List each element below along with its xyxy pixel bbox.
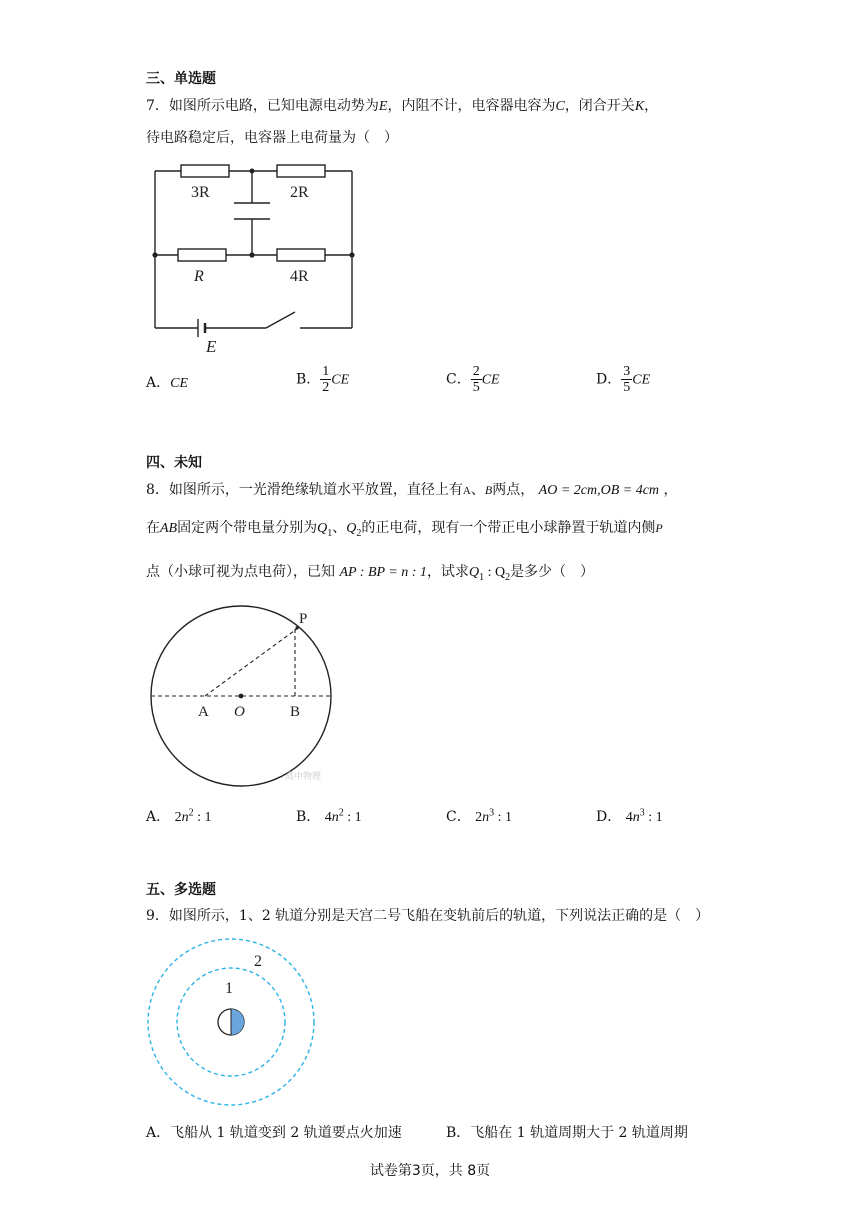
option-label: A． [146, 375, 171, 391]
resistor-4r [277, 249, 325, 261]
label-r: R [194, 268, 204, 285]
section-title-single-choice: 三、单选题 [146, 71, 216, 87]
option-coef: 2 [475, 810, 483, 825]
q7-text: ，内阻不计，电容器电容为 [387, 98, 556, 114]
q8-point-a: A [462, 485, 471, 497]
q8-q2: : Q [484, 565, 506, 580]
q8-equation: AO = 2cm,OB = 4cm [538, 483, 660, 498]
q7-text: ，闭合开关 [564, 98, 635, 114]
question-9-stem: 9．如图所示，1、2 轨道分别是天宫二号飞船在变轨前后的轨道，下列说法正确的是（ ） [146, 908, 710, 924]
option-exp: 3 [639, 807, 645, 819]
label-orbit-2: 2 [254, 953, 262, 970]
label-orbit-1: 1 [225, 980, 233, 997]
q8-text: 是多少（ ） [510, 564, 595, 580]
option-tail: : 1 [343, 810, 362, 825]
option-exp: 3 [489, 807, 495, 819]
q7-option-a[interactable] [146, 372, 188, 392]
fraction-denominator: 5 [623, 380, 631, 395]
q7-text: ， [644, 98, 659, 114]
option-coef: 4 [625, 810, 633, 825]
q8-q1-sub: 1 [479, 571, 485, 583]
option-label: D． [596, 809, 622, 825]
q8-q2: Q [346, 521, 357, 536]
q7-circuit-diagram [148, 158, 368, 358]
fraction [320, 364, 331, 395]
option-value: CE [481, 372, 500, 388]
page-footer: 试卷第3页，共 8页 [369, 1163, 491, 1179]
label-2r: 2R [290, 184, 309, 201]
q8-circle-diagram [140, 605, 350, 790]
option-value: CE [632, 372, 651, 388]
q7-var-e: E [378, 99, 388, 114]
option-tail: : 1 [494, 810, 513, 825]
q8-option-b[interactable] [296, 806, 362, 826]
q9-option-b[interactable]: B．飞船在 1 轨道周期大于 2 轨道周期 [446, 1125, 688, 1141]
q8-ratio: AP : BP = n : 1 [339, 565, 427, 580]
option-tail: : 1 [193, 810, 212, 825]
watermark: 高中物理 [285, 771, 322, 781]
label-3r: 3R [191, 184, 210, 201]
q9-orbit-diagram [144, 936, 320, 1112]
option-var: n [331, 810, 339, 825]
q8-text: 、 [332, 520, 347, 536]
option-label: D． [596, 371, 622, 388]
question-7-line-2: 待电路稳定后，电容器上电荷量为（ ） [146, 130, 398, 146]
q7-text: 7．如图所示电路，已知电源电动势为 [146, 98, 379, 114]
q7-option-c[interactable] [446, 364, 500, 395]
resistor-2r [277, 165, 325, 177]
q8-q1: Q [317, 521, 328, 536]
line-ap [205, 628, 298, 696]
switch-k [266, 312, 295, 328]
q8-point-p: P [655, 521, 663, 535]
earth-shaded-half [231, 1009, 244, 1035]
q8-text: 、 [470, 482, 485, 498]
q8-segment-ab: AB [160, 521, 178, 536]
q7-var-c: C [555, 99, 565, 114]
section-title-unknown: 四、未知 [146, 455, 202, 471]
option-value: CE [331, 372, 350, 388]
label-a: A [198, 704, 209, 720]
label-b: B [290, 704, 301, 720]
question-8-line-3 [146, 562, 594, 588]
q8-text: 8．如图所示，一光滑绝缘轨道水平放置，直径上有 [146, 482, 463, 498]
fraction-numerator: 1 [322, 364, 330, 379]
option-value: CE [170, 376, 189, 391]
resistor-r [178, 249, 226, 261]
q8-q2-sub: 2 [356, 527, 362, 539]
question-7-line-1 [146, 96, 658, 117]
q7-option-b[interactable] [296, 364, 349, 395]
q8-q1-sub: 1 [327, 527, 333, 539]
q8-option-c[interactable] [446, 806, 512, 826]
fraction-numerator: 2 [472, 364, 480, 379]
option-label: A． [146, 809, 171, 825]
option-coef: 2 [174, 810, 182, 825]
label-e: E [206, 337, 217, 356]
option-exp: 2 [188, 807, 194, 819]
q8-option-a[interactable] [146, 806, 211, 826]
q8-text: ，试求 [426, 564, 469, 580]
q8-q1: Q [468, 565, 480, 580]
q9-option-a[interactable]: A．飞船从 1 轨道变到 2 轨道要点火加速 [146, 1125, 402, 1141]
section-title-multiple-choice: 五、多选题 [146, 882, 216, 898]
q8-text: 在 [146, 520, 160, 536]
q8-text: 的正电荷，现有一个带正电小球静置于轨道内侧 [361, 520, 656, 536]
q8-text: ， [663, 482, 678, 498]
option-label: B． [296, 371, 321, 388]
option-label: B． [296, 809, 321, 825]
q8-text: 点（小球可视为点电荷），已知 [146, 564, 335, 580]
q8-option-d[interactable] [596, 806, 663, 826]
center-o-dot [239, 694, 244, 699]
option-exp: 2 [338, 807, 344, 819]
q8-text: 固定两个带电量分别为 [177, 520, 318, 536]
fraction [621, 364, 632, 395]
option-var: n [632, 810, 640, 825]
option-var: n [482, 810, 490, 825]
q7-option-d[interactable] [596, 364, 650, 395]
fraction-denominator: 5 [472, 380, 480, 395]
fraction-numerator: 3 [623, 364, 631, 379]
q7-var-k: K [634, 99, 645, 114]
q8-q2-sub: 2 [505, 571, 511, 583]
fraction [471, 364, 482, 395]
option-label: C． [446, 809, 471, 825]
resistor-3r [181, 165, 229, 177]
option-coef: 4 [324, 810, 332, 825]
label-4r: 4R [290, 268, 309, 285]
option-tail: : 1 [644, 810, 663, 825]
question-8-line-1 [146, 480, 677, 501]
q8-text: 两点， [492, 482, 535, 498]
option-label: C． [446, 371, 471, 388]
label-p: P [299, 611, 308, 627]
q8-point-b: B [484, 483, 493, 497]
question-8-line-2 [146, 518, 663, 544]
fraction-denominator: 2 [322, 380, 330, 395]
option-var: n [181, 810, 189, 825]
label-o: O [234, 704, 245, 720]
